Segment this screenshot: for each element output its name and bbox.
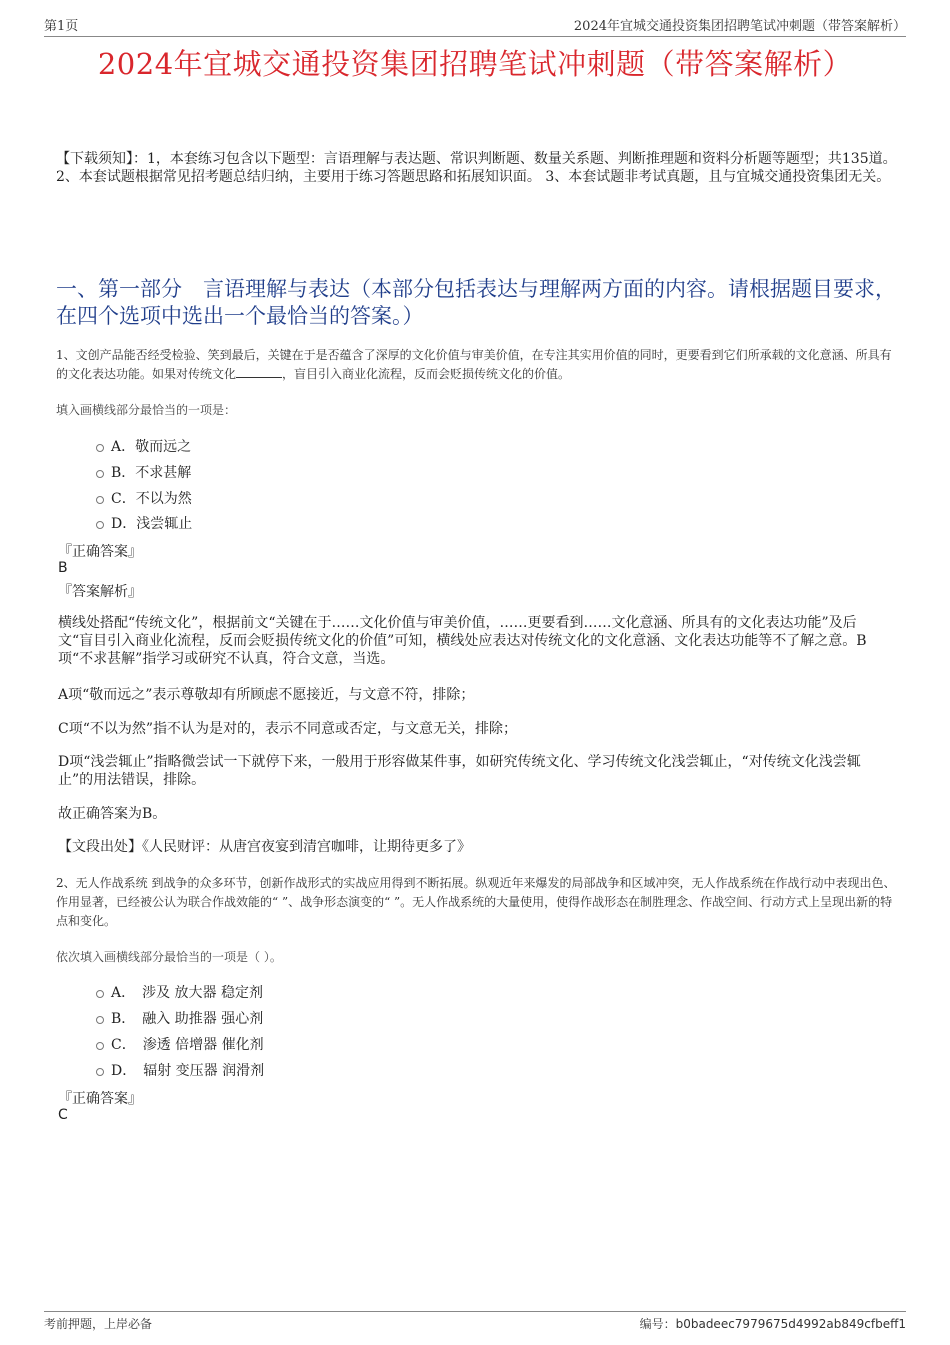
question-1-prompt: 填入画横线部分最恰当的一项是： xyxy=(56,403,237,417)
q1-analysis-label: 『答案解析』 xyxy=(58,584,142,600)
download-notice: 【下载须知】：1，本套练习包含以下题型：言语理解与表达题、常识判断题、数量关系题、判断推理题和资料分析题等题型；共135道。 2、本套试题根据常见招考题总结归纳，主要用于练习答题思路和拓展知识面。 3、本套试题非考试真题，且与宜城交通投资集团无关。 xyxy=(56,151,897,185)
page-number: 第1页 xyxy=(44,19,79,34)
radio-icon[interactable] xyxy=(96,521,104,529)
radio-icon[interactable] xyxy=(96,1016,104,1024)
q1-option-b[interactable]: B．不求甚解 xyxy=(96,462,191,482)
radio-icon[interactable] xyxy=(96,470,104,478)
q1-analysis-paragraph: D项“浅尝辄止”指略微尝试一下就停下来，一般用于形容做某件事，如研究传统文化、学习传统文化浅尝辄止，“对传统文化浅尝辄止”的用法错误，排除。 xyxy=(58,754,861,788)
q1-option-c[interactable]: C．不以为然 xyxy=(96,488,192,508)
page-title: 2024年宜城交通投资集团招聘笔试冲刺题（带答案解析） xyxy=(97,47,853,81)
radio-icon[interactable] xyxy=(96,1068,104,1076)
radio-icon[interactable] xyxy=(96,1042,104,1050)
q1-source: 【文段出处】《人民财评：从唐宫夜宴到清宫咖啡，让期待更多了》 xyxy=(58,839,471,855)
q2-answer: C xyxy=(58,1107,68,1123)
q2-option-c[interactable]: C． 渗透 倍增器 催化剂 xyxy=(96,1034,264,1054)
radio-icon[interactable] xyxy=(96,496,104,504)
section-heading: 一、第一部分 言语理解与表达（本部分包括表达与理解两方面的内容。请根据题目要求，在四个选项中选出一个最恰当的答案。） xyxy=(56,277,896,328)
header-doc-title: 2024年宜城交通投资集团招聘笔试冲刺题（带答案解析） xyxy=(573,19,906,34)
radio-icon[interactable] xyxy=(96,444,104,452)
question-2-prompt: 依次填入画横线部分最恰当的一项是（ ）。 xyxy=(56,950,282,964)
q1-answer-label: 『正确答案』 xyxy=(58,544,142,560)
radio-icon[interactable] xyxy=(96,990,104,998)
q1-option-d[interactable]: D．浅尝辄止 xyxy=(96,513,192,533)
footer-code: 编号：b0badeec7979675d4992ab849cfbeff1 xyxy=(639,1317,906,1331)
q2-option-d[interactable]: D． 辐射 变压器 润滑剂 xyxy=(96,1060,264,1080)
q1-analysis-paragraph: A项“敬而远之”表示尊敬却有所顾虑不愿接近，与文意不符，排除； xyxy=(58,687,475,703)
q2-option-a[interactable]: A． 涉及 放大器 稳定剂 xyxy=(96,982,263,1002)
q1-analysis-paragraph: C项“不以为然”指不认为是对的，表示不同意或否定，与文意无关，排除； xyxy=(58,721,518,737)
q1-answer: B xyxy=(58,560,68,576)
footer-slogan: 考前押题，上岸必备 xyxy=(44,1317,153,1331)
q1-option-a[interactable]: A．敬而远之 xyxy=(96,436,191,456)
fill-blank xyxy=(236,365,282,378)
question-1-text: 1、文创产品能否经受检验、笑到最后，关键在于是否蕴含了深厚的文化价值与审美价值，在专注其实用价值的同时，更要看到它们所承载的文化意涵、所具有的文化表达功能。如果对传统文化 ，盲目引入商业化流程，反而会贬损传统文化的价值。 xyxy=(56,348,892,381)
q1-analysis-conclusion: 故正确答案为B。 xyxy=(58,806,167,822)
question-2-text: 2、无人作战系统 到战争的众多环节，创新作战形式的实战应用得到不断拓展。纵观近年来爆发的局部战争和区域冲突，无人作战系统在作战行动中表现出色、作用显著，已经被公认为联合作战效能的“ ”、战争形态演变的“ ”。无人作战系统的大量使用，使得作战形态在制胜理念、作战空间、行动方式上呈现出新的特点和变化。 xyxy=(56,876,896,928)
q1-analysis-paragraph: 横线处搭配“传统文化”，根据前文“关键在于……文化价值与审美价值，……更要看到……文化意涵、所具有的文化表达功能”及后文“盲目引入商业化流程，反而会贬损传统文化的价值”可知，横线处应表达对传统文化的文化意涵、文化表达功能等不了解之意。B项“不求甚解”指学习或研究不认真，符合文意，当选。 xyxy=(58,615,867,667)
q2-answer-label: 『正确答案』 xyxy=(58,1091,142,1107)
q2-option-b[interactable]: B． 融入 助推器 强心剂 xyxy=(96,1008,263,1028)
page-header xyxy=(44,14,906,37)
page-footer xyxy=(44,1311,906,1332)
